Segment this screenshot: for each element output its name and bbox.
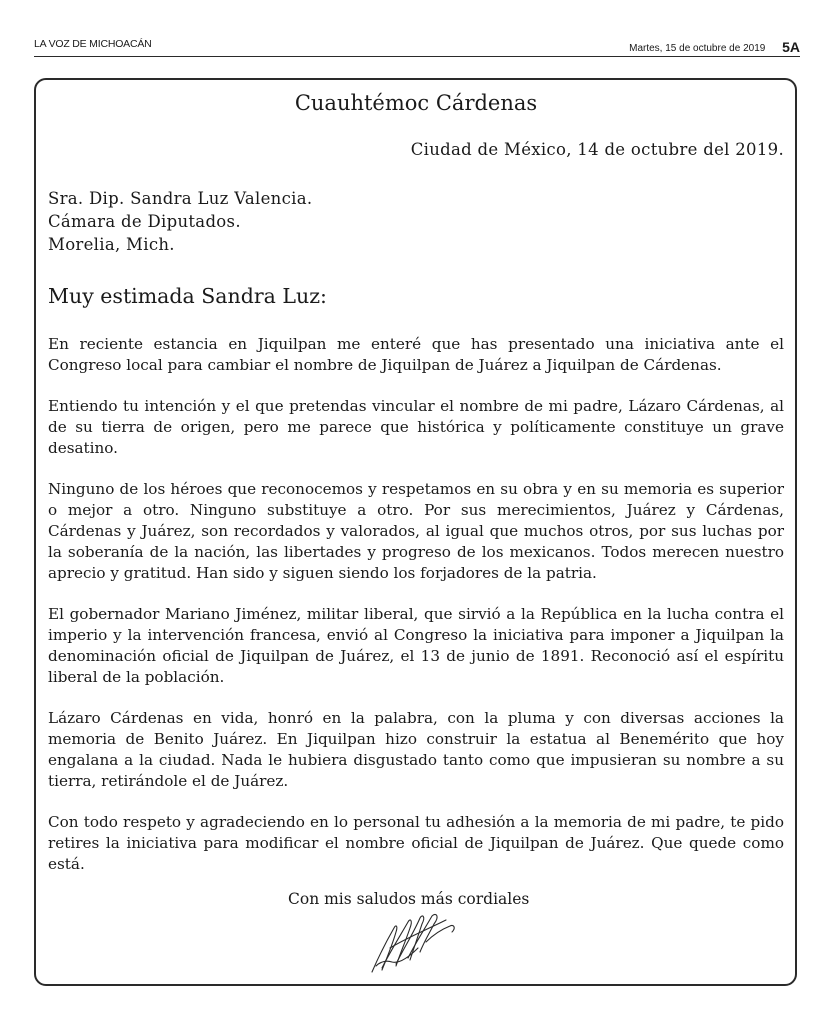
letter-closing: Con mis saludos más cordiales xyxy=(288,890,530,908)
letter-paragraph: En reciente estancia en Jiquilpan me enteré que has presentado una iniciativa ante el Congreso local para cambiar el nombre de Jiquilpan de Juárez a Jiquilpan de Cárdenas. xyxy=(48,335,784,374)
handwritten-signature xyxy=(360,908,470,978)
issue-info xyxy=(629,38,800,54)
recipient-chamber: Cámara de Diputados. xyxy=(48,212,241,231)
newspaper-name: LA VOZ DE MICHOACÁN xyxy=(34,38,152,50)
letter-paragraph: El gobernador Mariano Jiménez, militar liberal, que sirvió a la República en la lucha contra el imperio y la intervención francesa, envió al Congreso la iniciativa para imponer a Jiquilpan la denominación oficial de Jiquilpan de Juárez, el 13 de junio de 1891. Reconoció así el espíritu liberal de la población. xyxy=(48,605,784,686)
issue-date: Martes, 15 de octubre de 2019 xyxy=(629,43,766,54)
letter-paragraph: Lázaro Cárdenas en vida, honró en la palabra, con la pluma y con diversas acciones la memoria de Benito Juárez. En Jiquilpan hizo construir la estatua al Benemérito que hoy engalana a la ciudad. Nada le hubiera disgustado tanto como que impusieran su nombre a su tierra, retirándole el de Juárez. xyxy=(48,709,784,790)
page-number: 5A xyxy=(782,39,800,55)
letter-greeting: Muy estimada Sandra Luz: xyxy=(48,284,327,308)
letter-dateline: Ciudad de México, 14 de octubre del 2019. xyxy=(410,140,784,159)
recipient-block xyxy=(48,187,312,256)
letter-paragraph: Con todo respeto y agradeciendo en lo personal tu adhesión a la memoria de mi padre, te pido retires la iniciativa para modificar el nombre oficial de Jiquilpan de Juárez. Que quede como está. xyxy=(48,813,784,873)
letter-paragraph: Entiendo tu intención y el que pretendas vincular el nombre de mi padre, Lázaro Cárdenas, al de su tierra de origen, pero me parece que histórica y políticamente constituye un grave desatino. xyxy=(48,397,784,457)
letter-body xyxy=(48,334,784,895)
newspaper-masthead xyxy=(34,36,800,57)
letter-author-title: Cuauhtémoc Cárdenas xyxy=(294,91,538,115)
recipient-city: Morelia, Mich. xyxy=(48,235,175,254)
recipient-name: Sra. Dip. Sandra Luz Valencia. xyxy=(48,189,313,208)
letter-paragraph: Ninguno de los héroes que reconocemos y respetamos en su obra y en su memoria es superior o mejor a otro. Ninguno substituye a otro. Por sus merecimientos, Juárez y Cárdenas, Cárdenas y Juárez, son recordados y valorados, al igual que muchos otros, por sus luchas por la soberanía de la nación, las libertades y progreso de los mexicanos. Todos merecen nuestro aprecio y gratitud. Han sido y siguen siendo los forjadores de la patria. xyxy=(48,480,784,582)
